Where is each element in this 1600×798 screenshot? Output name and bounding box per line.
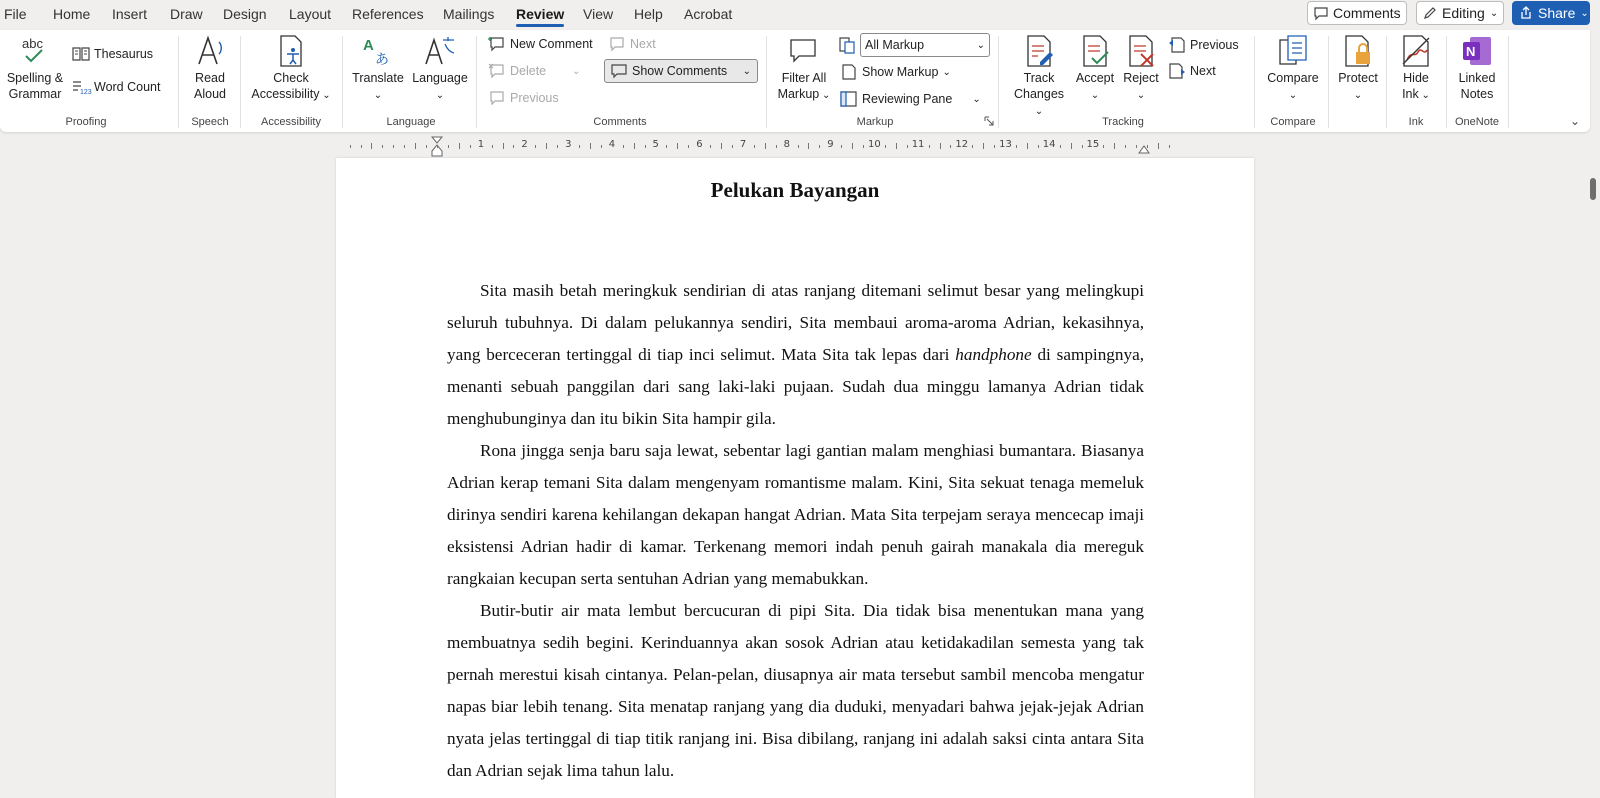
group-label-ink: Ink	[1408, 116, 1424, 128]
check-accessibility-button[interactable]	[246, 34, 336, 104]
paragraph: Butir-butir air mata lembut bercucuran di pipi Sita. Dia tidak bisa menentukan mana yang membuatnya sedih begini. Kerinduannya akan sosok Adrian atau ketidakadilan semesta yang tak pernah merestui kisah cintanya. Pelan-pelan, diusapnya air mata tersebut sambil mencoba mengatur napas biar lebih tenang. Sita menatap ranjang yang dia duduki, menyadari bahwa jejak-jejak Adrian nyata jelas tertinggal di tiap titik ranjang ini. Bisa dibilang, ranjang ini adalah saksi cinta antara Sita dan Adrian sejak lima tahun lalu.	[447, 601, 1144, 780]
filter-all-markup-label-2: Markup	[777, 87, 820, 101]
ruler-tick	[798, 145, 799, 148]
chevron-down-icon: ⌄	[1136, 90, 1146, 101]
italic-text: handphone	[955, 345, 1032, 364]
spelling-check-icon	[18, 34, 52, 68]
filter-markup-icon	[787, 34, 821, 68]
ribbon-separator	[1446, 36, 1447, 128]
chevron-down-icon: ⌄	[1489, 7, 1499, 19]
word-count-label: Word Count	[94, 80, 161, 94]
ruler-tick	[666, 145, 667, 148]
ruler-tick	[808, 143, 809, 149]
new-comment-icon	[488, 36, 506, 52]
previous-comment-button[interactable]	[488, 88, 559, 108]
paragraph-text: di sampingnya, menanti sebuah panggilan dari sang laki-laki pujaan. Sudah dua minggu lamanya Adrian tidak menghubunginya dan itu bikin Sita hampir gila.	[447, 345, 1144, 428]
ribbon-separator	[178, 36, 179, 128]
word-count-icon	[72, 79, 90, 95]
group-label-markup: Markup	[856, 116, 894, 128]
chevron-down-icon: ⌄	[1353, 90, 1363, 101]
new-comment-button[interactable]	[488, 34, 593, 54]
ruler-tick	[677, 143, 678, 149]
translate-label: Translate	[352, 71, 404, 85]
ruler-tick	[983, 143, 984, 149]
linked-notes-label-2: Notes	[1460, 87, 1494, 101]
paragraph-text: Sita masih betah meringkuk sendirian di atas ranjang ditemani selimut besar yang melingkupi seluruh tubuhnya. Di dalam pelukannya sendiri, Sita membaui aroma-aroma Adrian, kekasihnya, yang berceceran tertinggal di tiap inci selimut. Mata Sita tak lepas dari	[447, 281, 1144, 364]
compare-icon	[1276, 34, 1310, 68]
previous-change-icon	[1168, 37, 1186, 53]
ruler-tick	[1016, 145, 1017, 148]
share-button[interactable]	[1512, 1, 1590, 25]
ruler-tick	[546, 143, 547, 149]
ruler-tick	[1082, 145, 1083, 148]
delete-comment-button[interactable]	[488, 61, 581, 81]
tab-mailings[interactable]: Mailings	[443, 6, 495, 22]
menu-bar	[0, 0, 1600, 28]
document-title: Pelukan Bayangan	[710, 178, 880, 202]
previous-comment-label: Previous	[510, 91, 559, 105]
show-comments-label: Show Comments	[632, 64, 728, 78]
ruler-tick	[721, 143, 722, 149]
ruler-tick	[1103, 145, 1104, 148]
reject-label: Reject	[1123, 71, 1159, 85]
ruler-tick	[1147, 145, 1148, 148]
thesaurus-icon	[72, 46, 90, 62]
read-aloud-button[interactable]	[184, 34, 236, 102]
reviewing-pane-button[interactable]	[840, 89, 981, 109]
check-accessibility-label-1: Check	[273, 71, 309, 85]
vertical-scrollbar-thumb[interactable]	[1590, 178, 1596, 200]
filter-all-markup-label-1: Filter All	[781, 71, 827, 85]
read-aloud-label-1: Read	[195, 71, 225, 85]
chevron-down-icon: ⌄	[319, 90, 331, 101]
ruler-tick	[994, 145, 995, 148]
linked-notes-button[interactable]	[1450, 34, 1504, 102]
track-changes-icon	[1022, 34, 1056, 68]
accept-button[interactable]	[1072, 34, 1118, 104]
paragraph: Rona jingga senja baru saja lewat, sebentar lagi gantian malam menghiasi bumantara. Biasanya Adrian kerap temani Sita dalam mengenyam romantisme malam. Kini, Sita sekuat tenaga memeluk dirinya sendiri karena kehilangan dekapan hangat Adrian. Mata Sita terpejam seraya mencecap imaji eksistensi Adrian hadir di kamar. Terkenang memori indah penuh gairah manakala dia mereguk rangkaian kecupan serta sentuhan Adrian yang memabukkan.	[447, 441, 1144, 588]
right-indent-marker-icon[interactable]	[1137, 144, 1151, 154]
dialog-launcher-icon[interactable]	[984, 116, 994, 126]
compare-button[interactable]	[1262, 34, 1324, 104]
ruler-tick	[535, 145, 536, 148]
share-icon	[1519, 6, 1533, 20]
group-label-onenote: OneNote	[1454, 116, 1500, 128]
ruler-tick	[459, 143, 460, 149]
group-label-tracking: Tracking	[1102, 116, 1144, 128]
compare-label: Compare	[1267, 71, 1319, 85]
ruler-tick	[601, 145, 602, 148]
ribbon-separator	[1386, 36, 1387, 128]
reject-button[interactable]	[1120, 34, 1162, 104]
chevron-down-icon: ⌄	[819, 90, 831, 101]
track-changes-label-1: Track	[1023, 71, 1055, 85]
check-accessibility-label-2: Accessibility	[251, 87, 320, 101]
onenote-icon	[1460, 34, 1494, 68]
new-comment-label: New Comment	[510, 37, 593, 51]
ruler-tick	[1158, 143, 1159, 149]
ribbon-separator	[1328, 36, 1329, 128]
ruler-number: 2	[521, 139, 528, 150]
ribbon-separator	[476, 36, 477, 128]
display-for-review-value: All Markup	[865, 38, 925, 52]
svg-text:あ: あ	[375, 52, 389, 68]
ruler-tick	[371, 143, 372, 149]
track-changes-button[interactable]	[1014, 34, 1064, 120]
ruler-tick	[492, 145, 493, 148]
ruler-tick	[1125, 145, 1126, 148]
hide-ink-label-1: Hide	[1403, 71, 1429, 85]
show-comments-button[interactable]	[604, 59, 758, 83]
ruler-tick	[1038, 145, 1039, 148]
svg-text:123: 123	[80, 89, 92, 96]
ruler-tick	[645, 145, 646, 148]
ruler-tick	[1114, 143, 1115, 149]
ruler-tick	[557, 145, 558, 148]
ruler-tick	[776, 145, 777, 148]
ruler-tick	[688, 145, 689, 148]
chevron-down-icon: ⌄	[1418, 90, 1430, 101]
ruler-tick	[350, 145, 351, 148]
read-aloud-label-2: Aloud	[194, 87, 226, 101]
ribbon-separator	[1508, 36, 1509, 128]
hide-ink-button[interactable]	[1392, 34, 1440, 104]
ruler-tick	[765, 143, 766, 149]
ribbon	[0, 30, 1590, 132]
filter-all-markup-button[interactable]	[774, 34, 834, 104]
chevron-down-icon: ⌄	[1580, 7, 1589, 19]
share-button-label: Share	[1538, 5, 1576, 21]
tab-view[interactable]: View	[583, 6, 614, 22]
ruler-tick	[634, 143, 635, 149]
ruler-tick	[382, 145, 383, 148]
comments-button-label: Comments	[1333, 5, 1401, 21]
chevron-down-icon: ⌄	[572, 65, 581, 77]
thesaurus-label: Thesaurus	[94, 47, 154, 61]
ruler-tick	[1136, 145, 1137, 148]
ruler-tick	[896, 143, 897, 149]
spelling-label-1: Spelling &	[6, 71, 64, 85]
ribbon-separator	[240, 36, 241, 128]
ruler-tick	[579, 145, 580, 148]
ruler-tick	[841, 145, 842, 148]
ruler-tick	[972, 145, 973, 148]
thesaurus-button[interactable]	[72, 44, 153, 64]
ruler-number: 15	[1086, 139, 1100, 150]
tab-layout[interactable]: Layout	[289, 6, 332, 22]
chevron-down-icon: ⌄	[972, 93, 981, 105]
accessibility-icon	[274, 34, 308, 68]
translate-icon	[361, 34, 395, 68]
comments-button[interactable]	[1307, 1, 1407, 25]
group-label-proofing: Proofing	[65, 116, 107, 128]
spelling-label-2: Grammar	[8, 87, 62, 101]
read-aloud-icon	[193, 34, 227, 68]
tab-file[interactable]: File	[4, 6, 27, 22]
group-label-speech: Speech	[191, 116, 229, 128]
ruler-tick	[885, 145, 886, 148]
chevron-down-icon: ⌄	[1288, 90, 1298, 101]
show-markup-button[interactable]	[840, 62, 951, 82]
collapse-ribbon-icon[interactable]: ⌄	[1569, 114, 1580, 128]
reject-icon	[1124, 34, 1158, 68]
paragraph	[447, 275, 1144, 435]
show-comments-icon	[611, 64, 627, 78]
ruler-number: 1	[477, 139, 485, 150]
hide-ink-icon	[1399, 34, 1433, 68]
ruler-number: 12	[955, 139, 969, 150]
display-for-review-icon	[838, 36, 856, 54]
word-count-button[interactable]	[72, 77, 160, 97]
ruler-tick	[1071, 143, 1072, 149]
track-changes-label-2: Changes	[1014, 87, 1065, 101]
group-label-accessibility: Accessibility	[261, 116, 321, 128]
ruler-tick	[393, 145, 394, 148]
language-label: Language	[412, 71, 468, 85]
ruler-tick	[503, 143, 504, 149]
ribbon-separator	[766, 36, 767, 128]
show-markup-icon	[840, 64, 858, 80]
editing-button-label: Editing	[1442, 5, 1485, 21]
group-label-comments: Comments	[593, 116, 647, 128]
svg-text:N: N	[1466, 44, 1476, 59]
next-comment-button[interactable]	[608, 34, 656, 54]
hide-ink-label-2: Ink	[1402, 87, 1419, 101]
chevron-down-icon: ⌄	[742, 65, 751, 77]
document-body[interactable]	[447, 275, 1144, 787]
ruler-number: 5	[652, 139, 659, 150]
ruler-tick	[448, 145, 449, 148]
spelling-grammar-button[interactable]	[4, 34, 66, 102]
ruler-tick	[1027, 143, 1028, 149]
ruler-tick	[437, 145, 438, 148]
tab-acrobat[interactable]: Acrobat	[684, 6, 733, 22]
protect-label: Protect	[1338, 71, 1378, 85]
ruler-number: 4	[608, 139, 616, 150]
ruler-tick	[404, 145, 405, 148]
ruler-tick	[819, 145, 820, 148]
ruler-number: 6	[696, 139, 703, 150]
tab-insert[interactable]: Insert	[112, 6, 148, 22]
ruler-tick	[754, 145, 755, 148]
next-change-icon	[1168, 63, 1186, 79]
ruler-tick	[415, 143, 416, 149]
pencil-icon	[1423, 6, 1437, 20]
next-change-button[interactable]	[1168, 61, 1216, 81]
translate-button[interactable]	[350, 34, 406, 104]
delete-comment-icon	[488, 63, 506, 79]
ruler-tick	[590, 143, 591, 149]
ruler-tick	[1060, 145, 1061, 148]
lock-icon	[1341, 34, 1375, 68]
chevron-down-icon: ⌄	[976, 39, 985, 51]
svg-text:A: A	[363, 37, 374, 54]
next-change-label: Next	[1190, 64, 1216, 78]
previous-change-label: Previous	[1190, 38, 1239, 52]
tab-help[interactable]: Help	[634, 6, 663, 22]
display-for-review-select[interactable]	[860, 33, 990, 57]
comment-icon	[1314, 7, 1328, 20]
ruler-number: 10	[868, 139, 881, 150]
language-icon	[423, 34, 457, 68]
delete-comment-label: Delete	[510, 64, 547, 78]
tab-design[interactable]: Design	[223, 6, 267, 22]
accept-label: Accept	[1075, 71, 1115, 85]
next-comment-icon	[608, 36, 626, 52]
ruler-tick	[470, 145, 471, 148]
ruler-tick	[710, 145, 711, 148]
editing-button[interactable]	[1416, 1, 1504, 25]
document-page[interactable]	[336, 158, 1254, 798]
ruler-number: 9	[827, 139, 834, 150]
ruler-number: 7	[739, 139, 747, 150]
ruler-tick	[950, 145, 951, 148]
ruler-tick	[732, 145, 733, 148]
group-label-compare: Compare	[1270, 116, 1316, 128]
protect-button[interactable]	[1332, 34, 1384, 104]
group-label-language: Language	[386, 116, 436, 128]
ruler-number: 3	[565, 139, 572, 150]
ribbon-separator	[342, 36, 343, 128]
reviewing-pane-icon	[840, 91, 858, 107]
chevron-down-icon: ⌄	[1034, 106, 1044, 117]
ruler-tick	[907, 145, 908, 148]
ruler-tick	[863, 145, 864, 148]
next-comment-label: Next	[630, 37, 656, 51]
ribbon-separator	[1254, 36, 1255, 128]
ruler-tick	[361, 145, 362, 148]
linked-notes-label-1: Linked	[1458, 71, 1496, 85]
tab-references[interactable]: References	[352, 6, 424, 22]
previous-comment-icon	[488, 90, 506, 106]
chevron-down-icon: ⌄	[1090, 90, 1100, 101]
ruler-tick	[426, 145, 427, 148]
reviewing-pane-label: Reviewing Pane	[862, 92, 953, 106]
ruler-tick	[929, 145, 930, 148]
ruler-tick	[513, 145, 514, 148]
ruler-number: 8	[783, 139, 790, 150]
ruler-number: 11	[911, 139, 925, 150]
chevron-down-icon: ⌄	[435, 90, 445, 101]
accept-icon	[1078, 34, 1112, 68]
ruler-tick	[852, 143, 853, 149]
language-button[interactable]	[408, 34, 472, 104]
ruler-number: 14	[1042, 139, 1056, 150]
tab-home[interactable]: Home	[53, 6, 91, 22]
chevron-down-icon: ⌄	[942, 66, 951, 78]
ruler-tick	[940, 143, 941, 149]
horizontal-ruler[interactable]	[330, 136, 1248, 156]
tab-review[interactable]: Review	[516, 6, 565, 22]
show-markup-label: Show Markup	[862, 65, 939, 79]
tab-draw[interactable]: Draw	[170, 6, 203, 22]
chevron-down-icon: ⌄	[373, 90, 383, 101]
ribbon-separator	[998, 36, 999, 128]
ruler-tick	[1169, 145, 1170, 148]
ruler-number: 13	[999, 139, 1012, 150]
ruler-tick	[623, 145, 624, 148]
previous-change-button[interactable]	[1168, 35, 1239, 55]
svg-text:abc: abc	[22, 36, 43, 51]
